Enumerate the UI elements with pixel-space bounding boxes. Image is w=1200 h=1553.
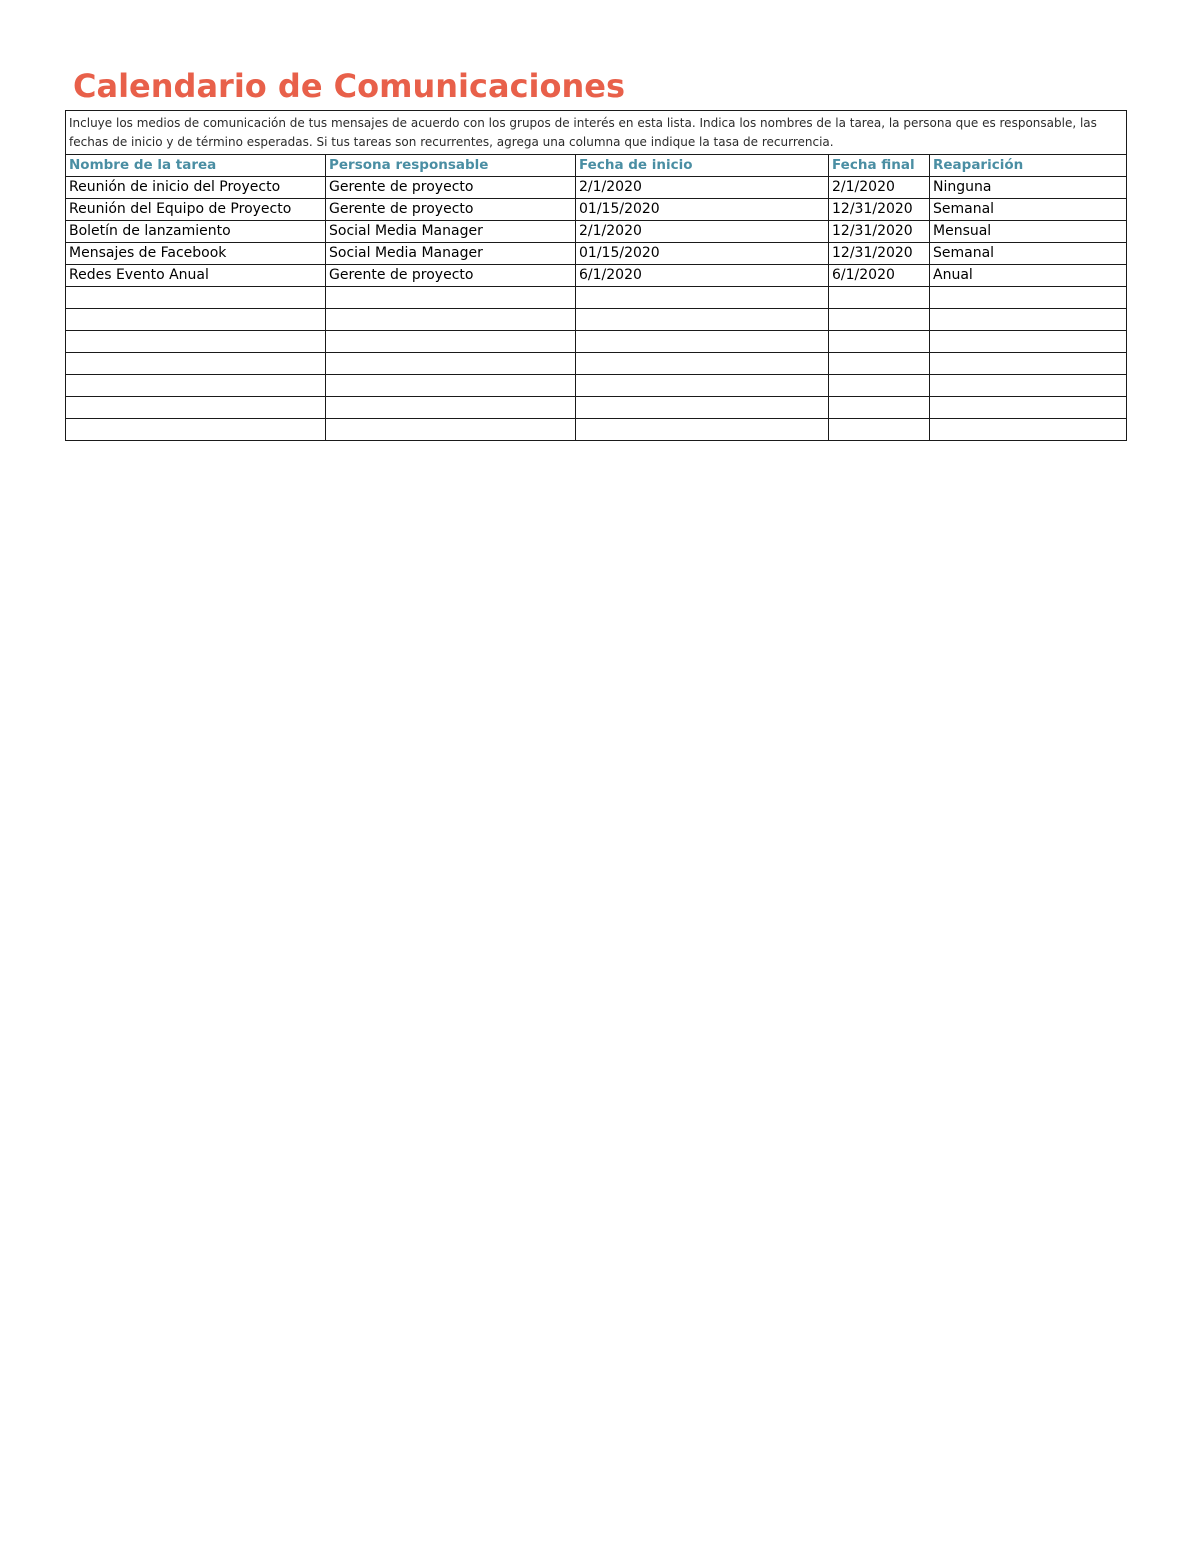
cell-responsible[interactable]: Social Media Manager: [326, 243, 576, 265]
cell-end-date[interactable]: 2/1/2020: [829, 177, 930, 199]
cell-start-date[interactable]: [576, 309, 829, 331]
cell-start-date[interactable]: [576, 397, 829, 419]
cell-task-name[interactable]: [66, 309, 326, 331]
column-header[interactable]: Persona responsable: [326, 155, 576, 177]
cell-responsible[interactable]: [326, 419, 576, 441]
cell-task-name[interactable]: Mensajes de Facebook: [66, 243, 326, 265]
table-row: [66, 375, 1127, 397]
column-header[interactable]: Fecha de inicio: [576, 155, 829, 177]
table-row: [66, 243, 1127, 265]
cell-end-date[interactable]: [829, 353, 930, 375]
cell-responsible[interactable]: [326, 353, 576, 375]
table-row: [66, 265, 1127, 287]
intro-row: [66, 111, 1127, 155]
cell-end-date[interactable]: [829, 397, 930, 419]
cell-task-name[interactable]: [66, 287, 326, 309]
cell-recurrence[interactable]: Semanal: [930, 243, 1127, 265]
cell-task-name[interactable]: [66, 353, 326, 375]
column-header[interactable]: Nombre de la tarea: [66, 155, 326, 177]
cell-responsible[interactable]: [326, 375, 576, 397]
cell-end-date[interactable]: [829, 287, 930, 309]
table-row: [66, 309, 1127, 331]
cell-recurrence[interactable]: [930, 331, 1127, 353]
cell-start-date[interactable]: 2/1/2020: [576, 221, 829, 243]
cell-recurrence[interactable]: Semanal: [930, 199, 1127, 221]
cell-recurrence[interactable]: [930, 419, 1127, 441]
cell-recurrence[interactable]: [930, 287, 1127, 309]
cell-task-name[interactable]: Boletín de lanzamiento: [66, 221, 326, 243]
table-row: [66, 199, 1127, 221]
cell-start-date[interactable]: 2/1/2020: [576, 177, 829, 199]
cell-end-date[interactable]: [829, 309, 930, 331]
table-row: [66, 397, 1127, 419]
cell-start-date[interactable]: [576, 287, 829, 309]
cell-responsible[interactable]: [326, 397, 576, 419]
cell-end-date[interactable]: [829, 419, 930, 441]
cell-responsible[interactable]: Gerente de proyecto: [326, 177, 576, 199]
column-header[interactable]: Reaparición: [930, 155, 1127, 177]
table-row: [66, 353, 1127, 375]
cell-task-name[interactable]: [66, 397, 326, 419]
cell-end-date[interactable]: [829, 375, 930, 397]
cell-task-name[interactable]: Redes Evento Anual: [66, 265, 326, 287]
cell-task-name[interactable]: [66, 331, 326, 353]
cell-recurrence[interactable]: [930, 309, 1127, 331]
cell-responsible[interactable]: [326, 309, 576, 331]
cell-responsible[interactable]: Gerente de proyecto: [326, 265, 576, 287]
intro-text[interactable]: Incluye los medios de comunicación de tus mensajes de acuerdo con los grupos de interés en esta lista. Indica los nombres de la tarea, la persona que es responsable, las fechas de inicio y de término esperadas. Si tus tareas son recurrentes, agrega una columna que indique la tasa de recurrencia.: [66, 111, 1127, 155]
table-row: [66, 177, 1127, 199]
cell-task-name[interactable]: [66, 375, 326, 397]
table-row: [66, 287, 1127, 309]
cell-recurrence[interactable]: Ninguna: [930, 177, 1127, 199]
cell-start-date[interactable]: [576, 331, 829, 353]
header-row: [66, 155, 1127, 177]
cell-end-date[interactable]: 12/31/2020: [829, 221, 930, 243]
cell-end-date[interactable]: 12/31/2020: [829, 243, 930, 265]
cell-task-name[interactable]: Reunión del Equipo de Proyecto: [66, 199, 326, 221]
column-header[interactable]: Fecha final: [829, 155, 930, 177]
cell-responsible[interactable]: [326, 331, 576, 353]
cell-recurrence[interactable]: [930, 353, 1127, 375]
cell-task-name[interactable]: Reunión de inicio del Proyecto: [66, 177, 326, 199]
table-row: [66, 419, 1127, 441]
cell-recurrence[interactable]: Mensual: [930, 221, 1127, 243]
cell-start-date[interactable]: 01/15/2020: [576, 243, 829, 265]
cell-end-date[interactable]: 12/31/2020: [829, 199, 930, 221]
cell-end-date[interactable]: 6/1/2020: [829, 265, 930, 287]
cell-start-date[interactable]: 6/1/2020: [576, 265, 829, 287]
cell-start-date[interactable]: [576, 353, 829, 375]
page-title: Calendario de Comunicaciones: [73, 67, 626, 105]
communications-table: [65, 110, 1127, 441]
cell-task-name[interactable]: [66, 419, 326, 441]
cell-start-date[interactable]: [576, 375, 829, 397]
cell-recurrence[interactable]: [930, 375, 1127, 397]
cell-end-date[interactable]: [829, 331, 930, 353]
cell-responsible[interactable]: Social Media Manager: [326, 221, 576, 243]
cell-recurrence[interactable]: [930, 397, 1127, 419]
table-row: [66, 221, 1127, 243]
table-row: [66, 331, 1127, 353]
cell-responsible[interactable]: Gerente de proyecto: [326, 199, 576, 221]
cell-recurrence[interactable]: Anual: [930, 265, 1127, 287]
cell-start-date[interactable]: 01/15/2020: [576, 199, 829, 221]
cell-responsible[interactable]: [326, 287, 576, 309]
cell-start-date[interactable]: [576, 419, 829, 441]
